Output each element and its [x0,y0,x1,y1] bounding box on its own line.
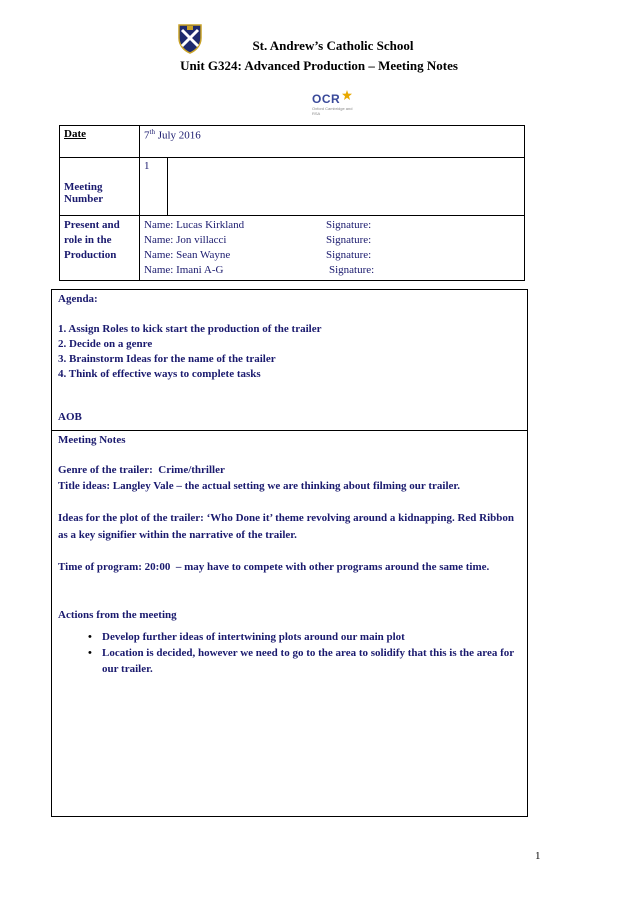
agenda-aob: AOB [58,411,82,423]
agenda-item: 1. Assign Roles to kick start the production of the trailer [58,323,322,335]
meeting-info-table [59,125,525,281]
meeting-number-value: 1 [140,158,168,216]
attendee-name: Name: Imani A-G [144,264,224,276]
date-value [140,126,525,158]
meeting-number-label: Meeting Number [60,158,140,216]
notes-title-ideas: Title ideas: Langley Vale – the actual setting we are thinking about filming our trailer. [58,480,461,492]
notes-title: Meeting Notes [58,434,126,446]
actions-list [58,629,521,677]
agenda-title: Agenda: [58,293,98,305]
date-label: Date [64,128,86,140]
attendee-signature: Signature: [326,219,372,231]
date-row [60,126,525,158]
action-item: • Location is decided, however we need to go to the area to solidify that this is the area for our trailer. [102,645,521,677]
agenda-item: 3. Brainstorm Ideas for the name of the trailer [58,353,276,365]
present-label: Present and role in the Production [60,216,140,281]
school-name: St. Andrew’s Catholic School [252,38,414,53]
agenda-item: 4. Think of effective ways to complete tasks [58,368,261,380]
ocr-star-icon [342,90,352,100]
notes-time: Time of program: 20:00 – may have to compete with other programs around the same time. [58,561,490,573]
agenda-item: 2. Decide on a genre [58,338,153,350]
present-row [60,216,525,281]
ocr-logo [312,90,358,116]
date-suffix: th [149,128,155,136]
attendee-signature: Signature: [329,264,375,276]
attendee-name: Name: Lucas Kirkland [144,219,245,231]
action-item: • Develop further ideas of intertwining plots around our main plot [102,629,521,645]
meeting-notes-box [51,430,528,817]
attendee-name: Name: Sean Wayne [144,249,231,261]
notes-plot: Ideas for the plot of the trailer: ‘Who Done it’ theme revolving around a kidnapping. Red Ribbon as a key signifier within the narrative of the trailer. [58,512,517,541]
notes-genre: Genre of the trailer: Crime/thriller [58,464,225,476]
unit-title: Unit G324: Advanced Production – Meeting Notes [180,58,458,73]
date-month-year: July 2016 [154,129,201,142]
attendee-signature: Signature: [326,234,372,246]
notes-actions-title: Actions from the meeting [58,609,177,621]
meeting-number-row [60,158,525,216]
attendee-signature: Signature: [326,249,372,261]
attendees-cell [140,216,525,281]
agenda-box [51,289,528,431]
page-number: 1 [535,850,541,862]
ocr-logo-subtitle: Oxford Cambridge and RSA [312,106,353,116]
attendee-name: Name: Jon villacci [144,234,227,246]
meeting-number-blank [168,158,525,216]
date-day: 7 [144,129,150,142]
date-label-cell [60,126,140,158]
ocr-logo-text: OCR [312,92,341,106]
